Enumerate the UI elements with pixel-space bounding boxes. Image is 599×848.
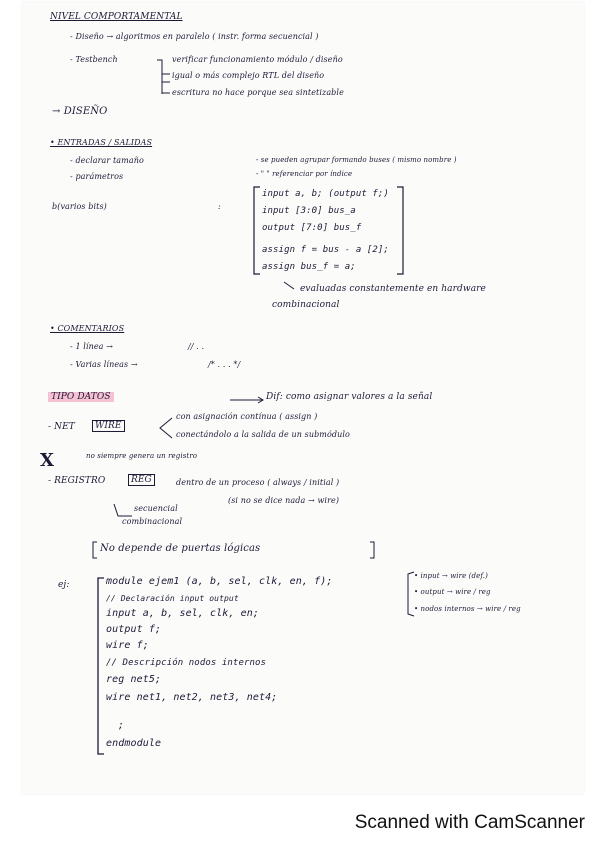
reg-paren: (si no se dice nada → wire): [228, 496, 340, 505]
side-note: • output → wire / reg: [414, 588, 491, 596]
net-item: con asignación contínua ( assign ): [176, 412, 318, 421]
heading-nivel: NIVEL COMPORTAMENTAL: [50, 12, 183, 22]
code-line: wire net1, net2, net3, net4;: [106, 692, 278, 703]
reg-keyword: REG: [128, 474, 155, 486]
code-line: output f;: [106, 624, 162, 635]
code-line: ;: [118, 720, 125, 731]
testbench-item: igual o más complejo RTL del diseño: [172, 71, 325, 80]
io-left-item: - parámetros: [70, 172, 124, 181]
reg-label: - REGISTRO: [48, 476, 106, 486]
side-note: • input → wire (def.): [414, 572, 488, 580]
io-right-item: - " " referenciar por índice: [256, 170, 353, 178]
io-heading: • ENTRADAS / SALIDAS: [50, 138, 153, 147]
testbench-item: escritura no hace porque sea sintetizable: [172, 88, 344, 97]
reg-note: no siempre genera un registro: [86, 452, 198, 460]
comments-heading: • COMENTARIOS: [50, 324, 125, 333]
side-note: • nodos internos → wire / reg: [414, 605, 521, 613]
io-note: evaluadas constantemente en hardware: [300, 284, 486, 294]
io-colon: :: [218, 202, 221, 211]
reg-desc: dentro de un proceso ( always / initial ): [176, 478, 340, 487]
io-code-line: assign bus_f = a;: [262, 262, 356, 272]
code-line: endmodule: [106, 738, 162, 749]
reg-sub: secuencial: [134, 504, 178, 513]
diseno-arrow: → DISEÑO: [52, 106, 108, 117]
diseno-line: - Diseño → algoritmos en paralelo ( instr. forma secuencial ): [70, 32, 319, 41]
comment-syntax: /* . . . */: [208, 360, 241, 369]
net-label: - NET: [48, 422, 75, 432]
ej-label: ej:: [58, 580, 70, 590]
types-heading: TIPO DATOS: [48, 392, 114, 402]
comment-syntax: // . .: [188, 342, 205, 351]
io-code-line: output [7:0] bus_f: [262, 223, 362, 233]
testbench-item: verificar funcionamiento módulo / diseño: [172, 55, 343, 64]
code-line: wire f;: [106, 640, 149, 651]
comment-label: - Varias líneas →: [70, 360, 138, 369]
net-item: conectándolo a la salida de un submódulo: [176, 430, 350, 439]
comment-label: - 1 línea →: [70, 342, 113, 351]
code-line: input a, b, sel, clk, en;: [106, 608, 260, 619]
code-line: reg net5;: [106, 674, 162, 685]
reg-sub: combinacional: [122, 517, 183, 526]
testbench-label: - Testbench: [70, 55, 118, 64]
cross-mark: X: [40, 450, 54, 471]
io-code-line: input [3:0] bus_a: [262, 206, 356, 216]
io-note: combinacional: [272, 300, 340, 310]
puertas-note: No depende de puertas lógicas: [100, 543, 261, 554]
types-dif: Dif: como asignar valores a la señal: [266, 392, 433, 402]
code-line: // Declaración input output: [106, 594, 239, 603]
wire-keyword: WIRE: [92, 420, 125, 432]
io-right-item: - se pueden agrupar formando buses ( mismo nombre ): [256, 156, 457, 164]
scanned-page: [22, 2, 584, 794]
code-line: module ejem1 (a, b, sel, clk, en, f);: [106, 576, 333, 587]
io-left-item: - declarar tamaño: [70, 156, 144, 165]
camscanner-watermark: Scanned with CamScanner: [354, 812, 585, 833]
code-line: // Descripción nodos internos: [106, 658, 267, 668]
io-code-line: assign f = bus - a [2];: [262, 245, 389, 255]
io-code-line: input a, b; (output f;): [262, 189, 389, 199]
io-varios: b(varios bits): [52, 202, 107, 211]
